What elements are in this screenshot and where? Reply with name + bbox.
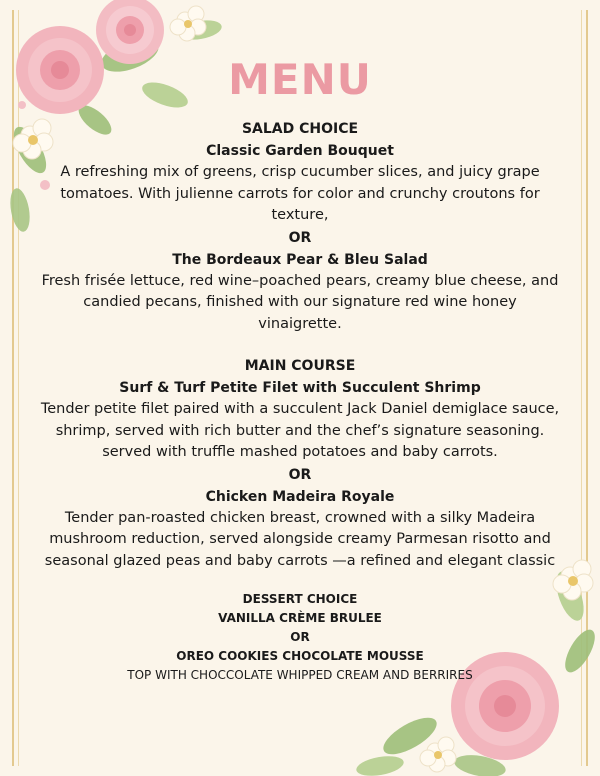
dessert-option2-name: OREO COOKIES CHOCOLATE MOUSSE — [176, 649, 424, 663]
salad-option2-desc: Fresh frisée lettuce, red wine–poached pears, creamy blue cheese, and candied pecans, finished with our signature red wine honey vinaigrette. — [41, 272, 559, 332]
dessert-option1-name: VANILLA CRÈME BRULEE — [218, 611, 382, 625]
main-option2-desc: Tender pan-roasted chicken breast, crowned with a silky Madeira mushroom reduction, served alongside creamy Parmesan risotto and seasonal glazed peas and baby carrots —a refined and elegant classic — [44, 509, 556, 569]
salad-option1-name: Classic Garden Bouquet — [206, 143, 394, 159]
main-heading: MAIN COURSE — [244, 358, 356, 374]
dessert-heading: DESSERT CHOICE — [242, 592, 358, 606]
menu-content — [40, 52, 560, 685]
main-option1-name: Surf & Turf Petite Filet with Succulent Shrimp — [119, 380, 481, 396]
menu-title: MENU — [228, 55, 372, 104]
salad-option1-desc: A refreshing mix of greens, crisp cucumber slices, and juicy grape tomatoes. With julienne carrots for color and crunchy croutons for texture, — [60, 164, 540, 223]
main-option1-desc: Tender petite filet paired with a succulent Jack Daniel demiglace sauce, shrimp, served with rich butter and the chef’s signature seasoning. served with truffle mashed potatoes and baby carrots. — [40, 401, 560, 460]
main-option2-name: Chicken Madeira Royale — [205, 488, 395, 505]
dessert-option2-desc: TOP WITH CHOCCOLATE WHIPPED CREAM AND BERRIRES — [127, 668, 473, 682]
salad-option2-name: The Bordeaux Pear & Bleu Salad — [172, 251, 428, 268]
dessert-or: OR — [290, 630, 310, 644]
salad-heading: SALAD CHOICE — [241, 121, 359, 137]
main-or: OR — [288, 466, 312, 483]
salad-or: OR — [288, 229, 312, 246]
